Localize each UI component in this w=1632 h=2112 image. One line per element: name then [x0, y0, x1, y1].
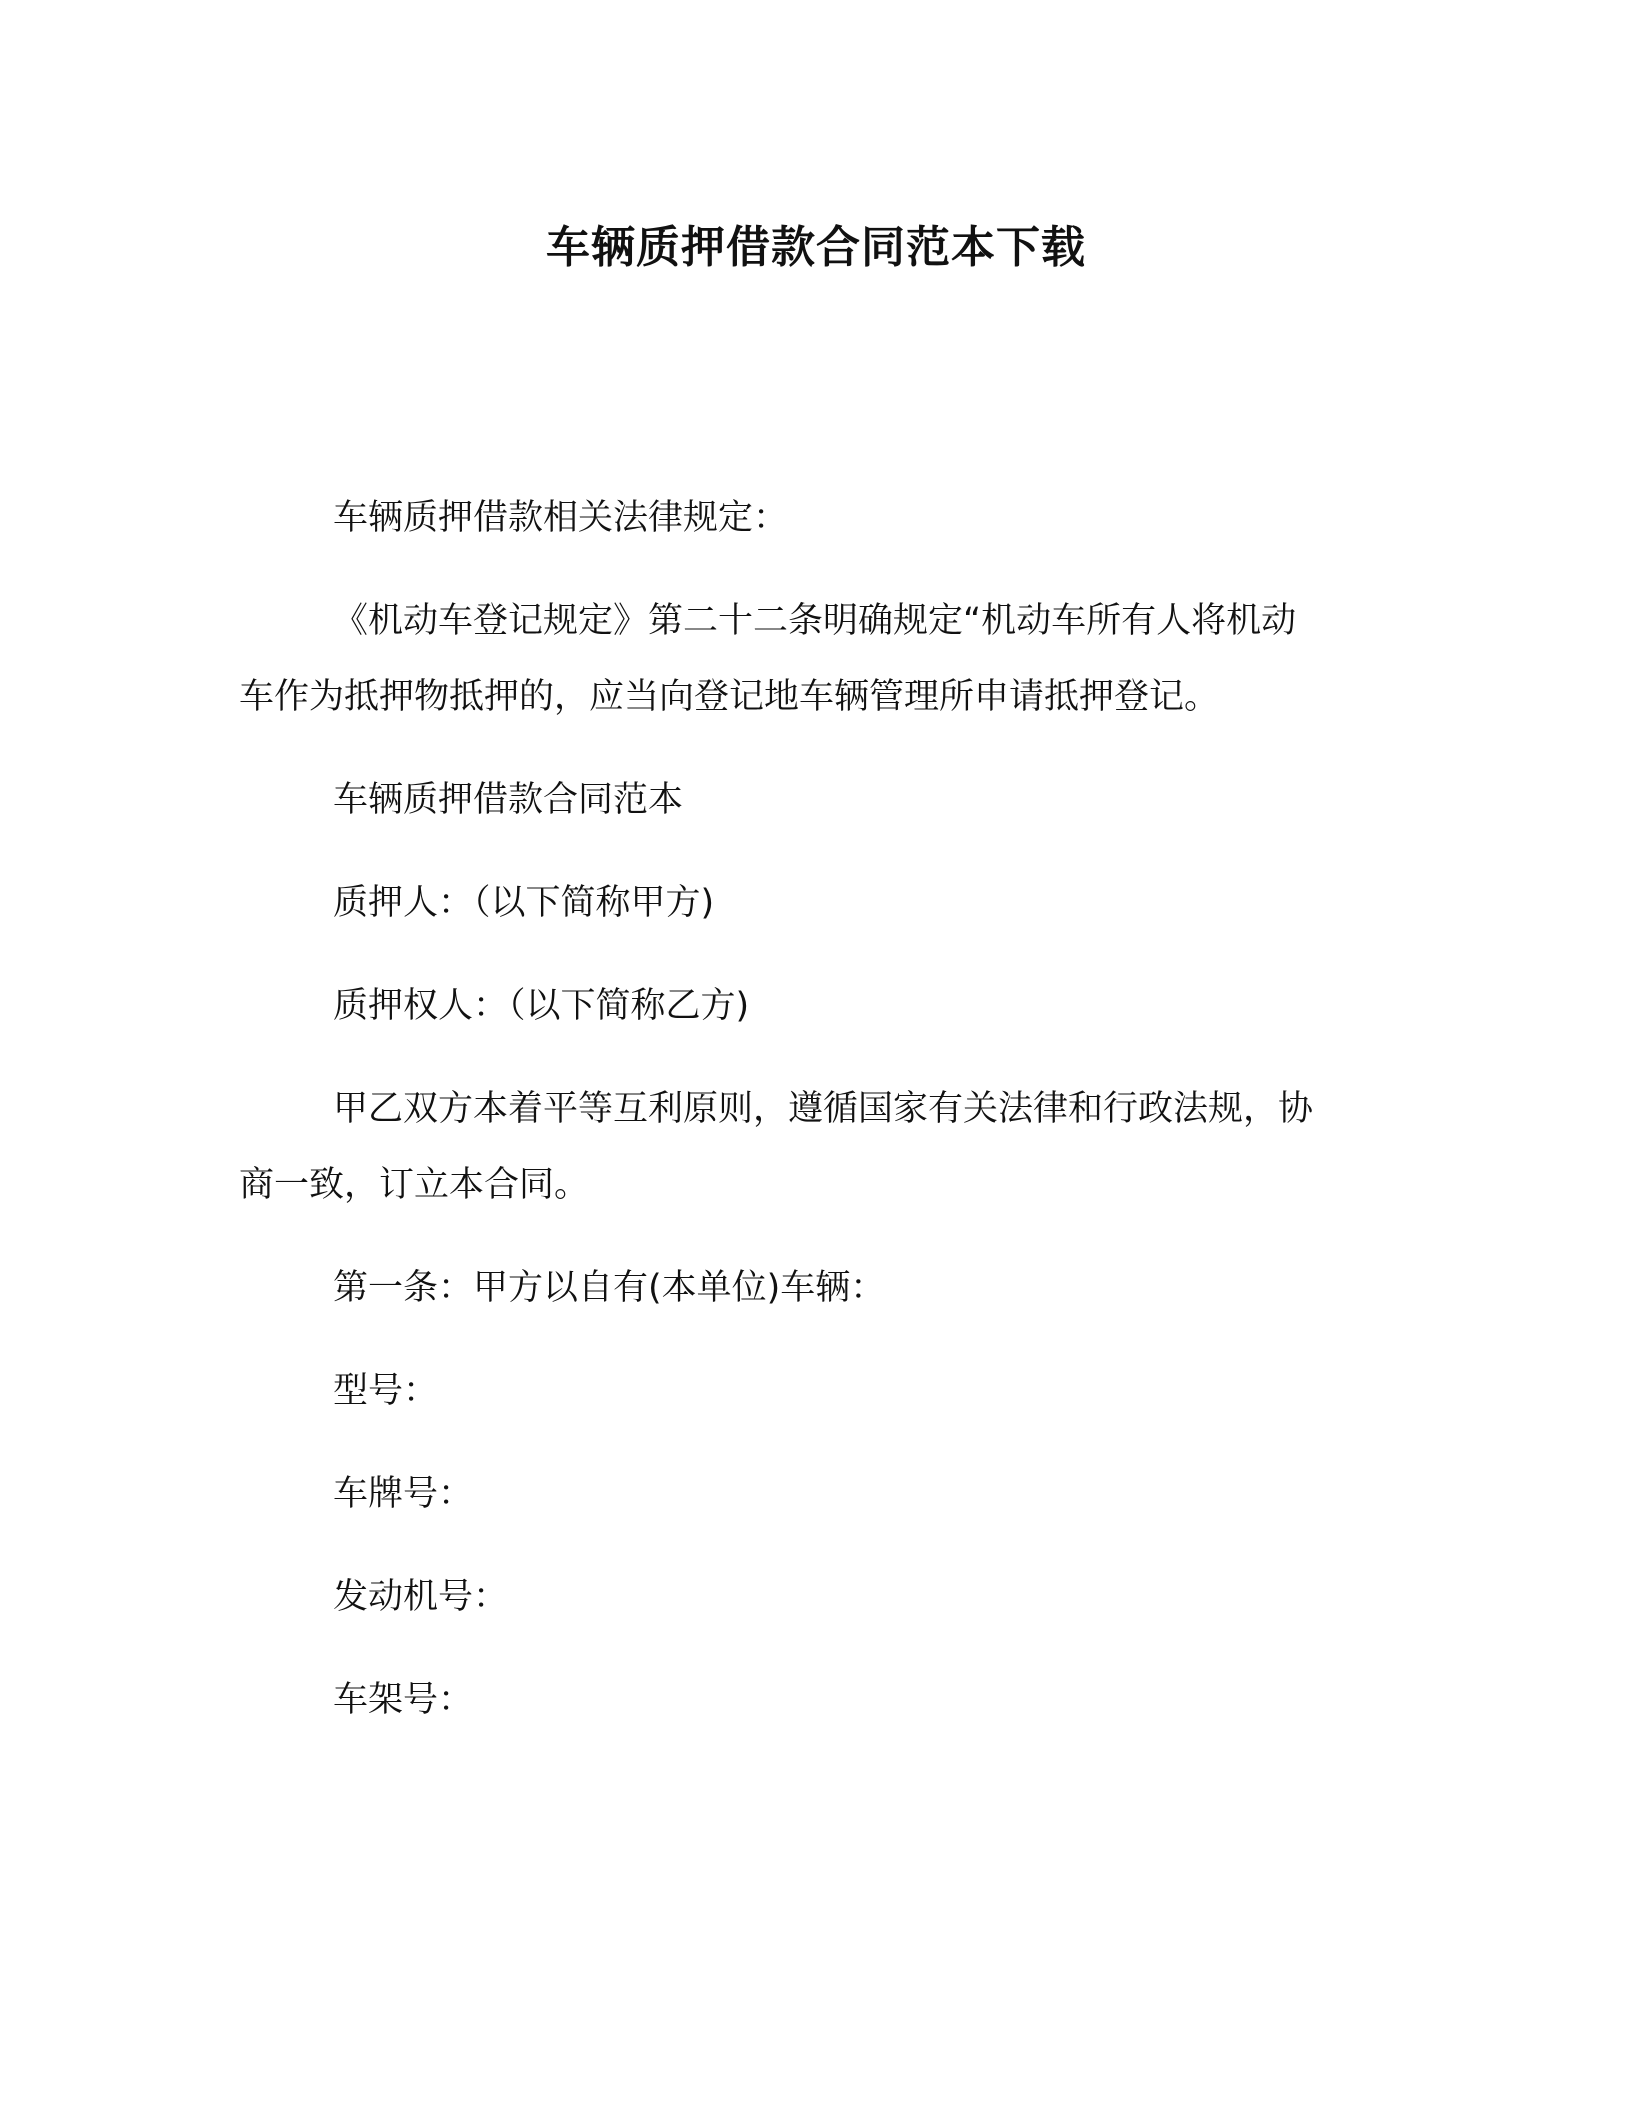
document-title: 车辆质押借款合同范本下载 — [546, 222, 1086, 273]
pledgee-line: 质押权人：（以下简称乙方) — [333, 986, 750, 1026]
engine-number-field-label: 发动机号： — [333, 1577, 509, 1617]
plate-number-field-label: 车牌号： — [333, 1474, 474, 1514]
frame-number-field-label: 车架号： — [333, 1680, 474, 1720]
regulation-text-line-1: 《机动车登记规定》第二十二条明确规定“机动车所有人将机动 — [333, 601, 1297, 641]
contract-template-heading: 车辆质押借款合同范本 — [333, 780, 684, 820]
model-field-label: 型号： — [333, 1371, 439, 1411]
legal-provisions-heading: 车辆质押借款相关法律规定： — [333, 498, 789, 538]
regulation-text-line-2: 车作为抵押物抵押的，应当向登记地车辆管理所申请抵押登记。 — [239, 677, 1220, 717]
agreement-text-line-1: 甲乙双方本着平等互利原则，遵循国家有关法律和行政法规，协 — [333, 1089, 1314, 1129]
agreement-text-line-2: 商一致，订立本合同。 — [239, 1165, 590, 1205]
pledgor-line: 质押人：（以下简称甲方) — [333, 883, 715, 923]
article-one-line: 第一条：甲方以自有(本单位)车辆： — [333, 1268, 886, 1308]
